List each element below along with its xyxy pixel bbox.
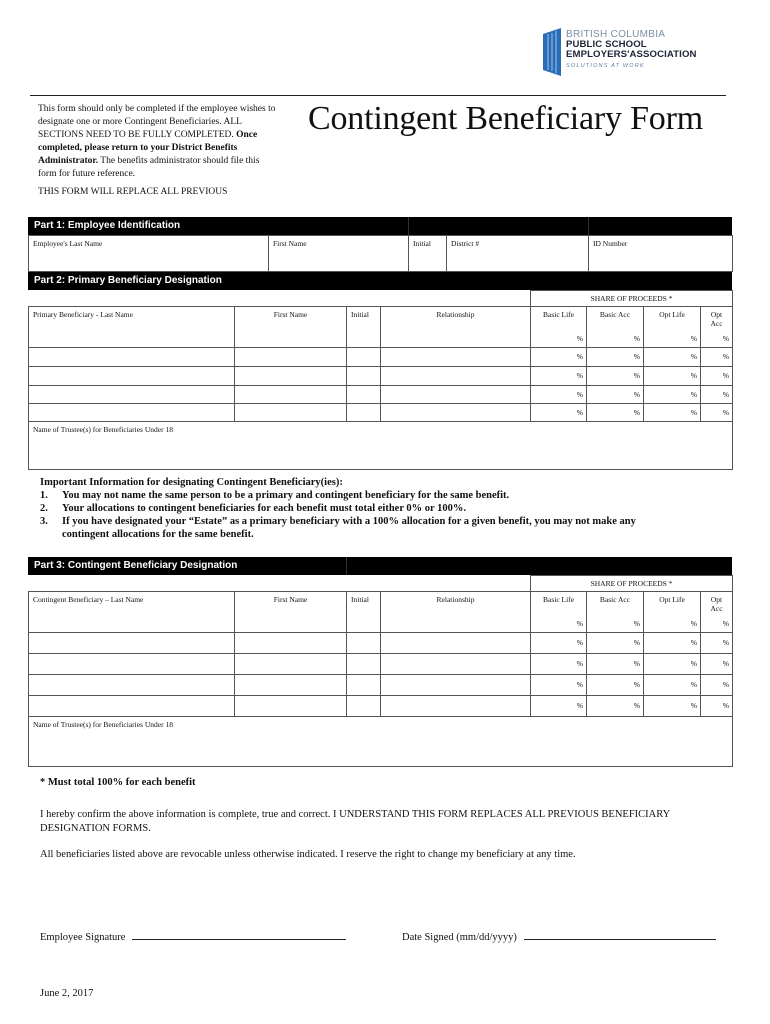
primary-row-5-basic-life[interactable]: %	[531, 403, 587, 421]
intro-text	[38, 103, 278, 181]
primary-trustee-field[interactable]: Name of Trustee(s) for Beneficiaries Under 18	[29, 421, 733, 469]
logo-line-1: BRITISH COLUMBIA	[566, 29, 666, 40]
primary-row-4-last-name[interactable]	[29, 385, 235, 403]
contingent-row-3-opt-acc[interactable]: %	[701, 653, 733, 674]
primary-beneficiary-table	[28, 290, 733, 470]
table-row	[29, 347, 733, 366]
contingent-row-2-opt-life[interactable]: %	[644, 632, 701, 653]
date-signed-label: Date Signed (mm/dd/yyyy)	[402, 932, 517, 943]
contingent-row-3-last-name[interactable]	[29, 653, 235, 674]
contingent-row-4-last-name[interactable]	[29, 674, 235, 695]
primary-first-name-header: First Name	[235, 307, 347, 332]
part1-heading: Part 1: Employee Identification	[34, 220, 181, 231]
primary-row-5-opt-acc[interactable]: %	[701, 403, 733, 421]
contingent-initial-header: Initial	[347, 592, 381, 617]
contingent-row-5-first-name[interactable]	[235, 695, 347, 716]
contingent-trustee-field[interactable]: Name of Trustee(s) for Beneficiaries Under 18	[29, 716, 733, 766]
id-number-field[interactable]: ID Number	[589, 236, 733, 272]
bcpsea-logo-mark-icon	[540, 28, 564, 76]
share-of-proceeds-label: SHARE OF PROCEEDS *	[531, 291, 733, 307]
intro-text-1: This form should only be completed if the employee wishes to designate one or more Contingent Beneficiaries. ALL SECTIONS NEED TO BE FULLY COMPLETED.	[38, 104, 276, 140]
contingent-row-3-first-name[interactable]	[235, 653, 347, 674]
contingent-row-5-initial[interactable]	[347, 695, 381, 716]
must-total-note: * Must total 100% for each benefit	[40, 777, 196, 788]
primary-row-2-basic-acc[interactable]: %	[587, 347, 644, 366]
important-heading: Important Information for designating Contingent Beneficiary(ies):	[40, 477, 343, 488]
primary-row-1-last-name[interactable]	[29, 331, 235, 347]
intro-text-2: The benefits administrator should file this form for future reference.	[38, 156, 260, 179]
contingent-row-2-basic-acc[interactable]: %	[587, 632, 644, 653]
contingent-row-4-basic-acc[interactable]: %	[587, 674, 644, 695]
primary-row-3-basic-acc[interactable]: %	[587, 366, 644, 385]
primary-opt-acc-header: Opt Acc	[701, 307, 733, 332]
important-info	[40, 476, 740, 541]
primary-basic-acc-header: Basic Acc	[587, 307, 644, 332]
contingent-first-name-header: First Name	[235, 592, 347, 617]
important-item-3-continued: contingent allocations for the same benefit.	[62, 529, 254, 540]
contingent-basic-acc-header: Basic Acc	[587, 592, 644, 617]
date-signed-line[interactable]	[524, 929, 716, 940]
table-row	[29, 403, 733, 421]
primary-row-3-opt-acc[interactable]: %	[701, 366, 733, 385]
contingent-row-1-basic-acc[interactable]: %	[587, 616, 644, 632]
contingent-row-3-relationship[interactable]	[381, 653, 531, 674]
form-title: Contingent Beneficiary Form	[308, 100, 703, 137]
primary-row-2-initial[interactable]	[347, 347, 381, 366]
part3-heading: Part 3: Contingent Beneficiary Designation	[34, 560, 238, 571]
primary-row-5-basic-acc[interactable]: %	[587, 403, 644, 421]
logo-wordmark	[566, 30, 697, 71]
date-signed-row	[402, 929, 716, 943]
contingent-row-1-basic-life[interactable]: %	[531, 616, 587, 632]
employee-signature-row	[40, 929, 346, 943]
important-item-3: 3. If you have designated your “Estate” as a primary beneficiary with a 100% allocation for a given benefit, you may not make any	[40, 516, 636, 527]
table-row	[29, 695, 733, 716]
primary-row-2-opt-acc[interactable]: %	[701, 347, 733, 366]
primary-row-3-opt-life[interactable]: %	[644, 366, 701, 385]
logo-tagline: SOLUTIONS AT WORK	[566, 63, 645, 69]
table-row	[29, 674, 733, 695]
contingent-row-5-opt-acc[interactable]: %	[701, 695, 733, 716]
contingent-row-1-initial[interactable]	[347, 616, 381, 632]
employee-signature-line[interactable]	[132, 929, 346, 940]
primary-basic-life-header: Basic Life	[531, 307, 587, 332]
primary-row-2-opt-life[interactable]: %	[644, 347, 701, 366]
employee-last-name-field[interactable]: Employee's Last Name	[29, 236, 269, 272]
contingent-row-1-last-name[interactable]	[29, 616, 235, 632]
contingent-row-4-opt-life[interactable]: %	[644, 674, 701, 695]
contingent-opt-life-header: Opt Life	[644, 592, 701, 617]
employee-first-name-field[interactable]: First Name	[269, 236, 409, 272]
contingent-row-2-basic-life[interactable]: %	[531, 632, 587, 653]
contingent-row-4-relationship[interactable]	[381, 674, 531, 695]
primary-opt-life-header: Opt Life	[644, 307, 701, 332]
logo-line-3: EMPLOYERS'ASSOCIATION	[566, 49, 697, 60]
primary-row-1-opt-acc[interactable]: %	[701, 331, 733, 347]
part2-heading: Part 2: Primary Beneficiary Designation	[34, 275, 222, 286]
contingent-row-1-opt-acc[interactable]: %	[701, 616, 733, 632]
table-row	[29, 385, 733, 403]
contingent-row-1-opt-life[interactable]: %	[644, 616, 701, 632]
replace-notice: THIS FORM WILL REPLACE ALL PREVIOUS	[38, 187, 228, 197]
contingent-row-5-basic-life[interactable]: %	[531, 695, 587, 716]
primary-row-3-relationship[interactable]	[381, 366, 531, 385]
contingent-row-3-basic-acc[interactable]: %	[587, 653, 644, 674]
primary-row-1-first-name[interactable]	[235, 331, 347, 347]
table-row	[29, 632, 733, 653]
employee-identification-table	[28, 235, 733, 272]
primary-row-1-initial[interactable]	[347, 331, 381, 347]
contingent-relationship-header: Relationship	[381, 592, 531, 617]
primary-row-1-relationship[interactable]	[381, 331, 531, 347]
header-rule	[30, 95, 726, 96]
part1-header	[28, 217, 732, 235]
primary-last-name-header: Primary Beneficiary - Last Name	[29, 307, 235, 332]
primary-row-1-basic-life[interactable]: %	[531, 331, 587, 347]
primary-row-4-first-name[interactable]	[235, 385, 347, 403]
contingent-opt-acc-header: Opt Acc	[701, 592, 733, 617]
contingent-row-1-relationship[interactable]	[381, 616, 531, 632]
contingent-row-5-basic-acc[interactable]: %	[587, 695, 644, 716]
primary-row-2-basic-life[interactable]: %	[531, 347, 587, 366]
revision-date: June 2, 2017	[40, 988, 94, 999]
contingent-row-2-opt-acc[interactable]: %	[701, 632, 733, 653]
primary-row-5-initial[interactable]	[347, 403, 381, 421]
contingent-row-1-first-name[interactable]	[235, 616, 347, 632]
part3-header	[28, 557, 732, 575]
contingent-row-2-initial[interactable]	[347, 632, 381, 653]
contingent-beneficiary-table	[28, 575, 733, 767]
primary-row-4-basic-life[interactable]: %	[531, 385, 587, 403]
primary-row-3-first-name[interactable]	[235, 366, 347, 385]
primary-row-5-first-name[interactable]	[235, 403, 347, 421]
table-row	[29, 366, 733, 385]
employee-initial-field[interactable]: Initial	[409, 236, 447, 272]
primary-row-4-relationship[interactable]	[381, 385, 531, 403]
contingent-row-4-basic-life[interactable]: %	[531, 674, 587, 695]
revocable-statement: All beneficiaries listed above are revocable unless otherwise indicated. I reserve the right to change my beneficiary at any time.	[40, 849, 576, 860]
primary-row-2-relationship[interactable]	[381, 347, 531, 366]
important-item-2: 2. Your allocations to contingent beneficiaries for each benefit must total either 0% or 100%.	[40, 503, 467, 514]
contingent-row-2-relationship[interactable]	[381, 632, 531, 653]
primary-row-5-relationship[interactable]	[381, 403, 531, 421]
primary-row-3-initial[interactable]	[347, 366, 381, 385]
contingent-row-3-opt-life[interactable]: %	[644, 653, 701, 674]
primary-row-2-last-name[interactable]	[29, 347, 235, 366]
confirmation-statement: I hereby confirm the above information is complete, true and correct. I UNDERSTAND THIS FORM REPLACES ALL PREVIOUS BENEFICIARY DESIGNATION FORMS.	[40, 809, 670, 834]
primary-row-2-first-name[interactable]	[235, 347, 347, 366]
intro-bold: Once completed, please return to your District Benefits Administrator.	[38, 130, 258, 166]
contingent-row-3-initial[interactable]	[347, 653, 381, 674]
primary-row-4-opt-acc[interactable]: %	[701, 385, 733, 403]
primary-row-4-opt-life[interactable]: %	[644, 385, 701, 403]
primary-relationship-header: Relationship	[381, 307, 531, 332]
contingent-share-of-proceeds-label: SHARE OF PROCEEDS *	[531, 576, 733, 592]
primary-row-4-basic-acc[interactable]: %	[587, 385, 644, 403]
primary-initial-header: Initial	[347, 307, 381, 332]
primary-row-4-initial[interactable]	[347, 385, 381, 403]
primary-row-1-basic-acc[interactable]: %	[587, 331, 644, 347]
contingent-row-4-first-name[interactable]	[235, 674, 347, 695]
table-row	[29, 653, 733, 674]
contingent-row-5-relationship[interactable]	[381, 695, 531, 716]
primary-row-5-last-name[interactable]	[29, 403, 235, 421]
primary-row-3-basic-life[interactable]: %	[531, 366, 587, 385]
employee-signature-label: Employee Signature	[40, 932, 126, 943]
contingent-basic-life-header: Basic Life	[531, 592, 587, 617]
contingent-row-4-initial[interactable]	[347, 674, 381, 695]
contingent-row-5-last-name[interactable]	[29, 695, 235, 716]
primary-row-3-last-name[interactable]	[29, 366, 235, 385]
logo-line-2: PUBLIC SCHOOL	[566, 39, 647, 50]
primary-row-5-opt-life[interactable]: %	[644, 403, 701, 421]
contingent-row-2-first-name[interactable]	[235, 632, 347, 653]
contingent-row-4-opt-acc[interactable]: %	[701, 674, 733, 695]
contingent-row-2-last-name[interactable]	[29, 632, 235, 653]
contingent-last-name-header: Contingent Beneficiary – Last Name	[29, 592, 235, 617]
important-item-1: 1. You may not name the same person to be a primary and contingent beneficiary for the same benefit.	[40, 490, 510, 501]
primary-row-1-opt-life[interactable]: %	[644, 331, 701, 347]
part2-header	[28, 272, 732, 290]
contingent-row-5-opt-life[interactable]: %	[644, 695, 701, 716]
district-number-field[interactable]: District #	[447, 236, 589, 272]
contingent-row-3-basic-life[interactable]: %	[531, 653, 587, 674]
